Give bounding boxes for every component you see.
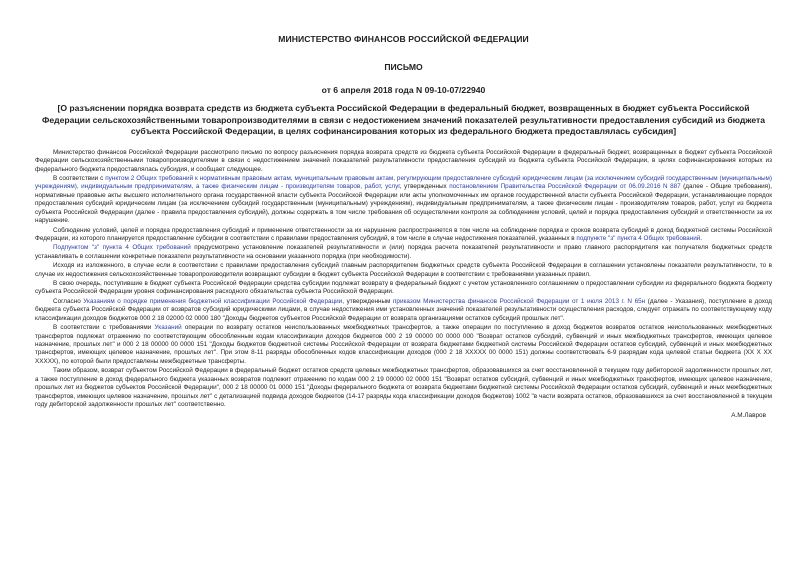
paragraph-7-text-c: (далее - Указания), поступление в доход бюджета субъекта Российской Федерации от возвратов субсидий юридическими лицами, в случае недостижения ими установленных значений показателей результативности осуществления расходов, следует отражать по соответствующему коду классификации доходов бюджетов 000 2 18 02000 02 0000 180 "Доходы бюджетов субъектов Российской Федерации от возврата организациями остатков субсидий прошлых лет". xyxy=(35,297,772,322)
paragraph-5: Исходя из изложенного, в случае если в соответствии с правилами предоставления субсидий главным распорядителем бюджетных средств субъекта Российской Федерации в соглашении установлены показатели результативности, то в случае их недостижения сельскохозяйственные товаропроизводители возвращают субсидии в бюджет субъекта Российской Федерации в соответствии с требованиями указанных правил. xyxy=(35,262,772,278)
paragraph-2-text-c: (далее - Общие требования), нормативные правовые акты высшего исполнительного органа государственной власти субъекта Российской Федерации или акты уполномоченных им органов государственной власти субъекта Российской Федерации, устанавливающие порядок предоставления субсидий юридическим лицам (за исключением субсидий государственным (муниципальным) учреждениям), индивидуальным предпринимателям, а также физическим лицам - производителям товаров, работ, услуг из бюджета субъекта Российской Федерации (далее - правила предоставления субсидий), должны содержать в том числе требования об осуществлении контроля за соблюдением условий, целей и порядка предоставления субсидий и ответственности за их нарушение. xyxy=(35,183,772,225)
paragraph-8 xyxy=(35,324,772,366)
paragraph-2 xyxy=(35,175,772,226)
link-budget-classification-instructions[interactable]: Указаниям о порядке применения бюджетной классификации Российской Федерации xyxy=(83,297,343,305)
paragraph-7-text-a: Согласно xyxy=(53,297,84,305)
link-subpoint-z-point-4[interactable]: подпункте "з" пункта 4 Общих требований xyxy=(576,235,701,243)
paragraph-3 xyxy=(35,227,772,244)
paragraph-8-text-b: операции по возврату остатков неиспользованных межбюджетных трансфертов, а также операции по поступлению в доход бюджетов возвратов остатков неиспользованных межбюджетных трансфертов подлежат отражению по соответствующим обособленным кодам классификации доходов бюджетов 000 2 19 00000 00 0000 000 "Возврат остатков субсидий, субвенций и иных межбюджетных трансфертов, имеющих целевое назначение, прошлых лет" и 000 2 18 00000 00 0000 151 "Доходы бюджетов бюджетной системы Российской Федерации от возврата бюджетами бюджетной системы Российской Федерации остатков субсидий, субвенций и иных межбюджетных трансфертов, имеющих целевое назначение, прошлых лет". При этом 8-11 разряды обособленных кодов классификации доходов (000 2 18 XXXXX 00 0000 151) должны соответствовать 6-9 разрядам кода целевой статьи бюджета (XX X XX XXXXX), по которой были предоставлены межбюджетные трансферты. xyxy=(35,324,772,365)
ministry-title: МИНИСТЕРСТВО ФИНАНСОВ РОССИЙСКОЙ ФЕДЕРАЦИИ xyxy=(278,34,529,44)
document-date-number: от 6 апреля 2018 года N 09-10-07/22940 xyxy=(321,85,486,95)
paragraph-4-text: предусмотрено установление показателей результативности и (или) порядка расчета показателей результативности и право главного распорядителя как получателя бюджетных средств устанавливать в соглашении конкретные показатели результативности на основании указанного порядка (при необходимости). xyxy=(35,244,773,260)
paragraph-7-text-b: , утвержденным xyxy=(342,297,393,305)
paragraph-7 xyxy=(35,298,772,323)
paragraph-8-text-a: В соответствии с требованиями xyxy=(53,324,155,332)
paragraph-2-text-a: В соответствии с xyxy=(53,175,106,183)
link-general-requirements-point-2[interactable]: пунктом 2 Общих требований к нормативным правовым актам, муниципальным правовым актам, регулирующим предоставление субсидий юридическим лицам (за исключением субсидий государственным (муниципальным) учреждениям), индивидуальным предпринимателям, а также физическим лицам - производителям товаров, работ, услуг xyxy=(35,175,772,191)
link-subpoint-z-point-4-start[interactable]: Подпунктом "з" пункта 4 Общих требований xyxy=(53,244,191,252)
signature: А.М.Лавров xyxy=(731,411,766,419)
paragraph-1: Министерство финансов Российской Федерации рассмотрело письмо по вопросу разъяснения порядка возврата средств из бюджета субъекта Российской Федерации в федеральный бюджет, возвращенных в бюджет субъекта Российской Федерации сельскохозяйственными товаропроизводителями в связи с недостижением значений показателей результативности предоставления субсидий из бюджета субъекта Российской Федерации, в целях софинансирования которых из федерального бюджета предоставлялась субсидия, и сообщает следующее. xyxy=(35,148,772,173)
link-minfin-order-65n[interactable]: приказом Министерства финансов Российской Федерации от 1 июля 2013 г. N 65н xyxy=(393,297,646,305)
paragraph-4 xyxy=(35,244,772,261)
paragraph-2-text-b: , утвержденных xyxy=(399,183,450,191)
paragraph-3-text-b: . xyxy=(700,235,703,243)
paragraph-3-text-a: Соблюдение условий, целей и порядка предоставления субсидий и применение ответственности за их нарушение распространяется в том числе на соблюдение порядка и сроков возврата субсидий в доход бюджетной системы Российской Федерации, из которого планируется предоставление субсидии в соответствии с правилами предоставления субсидий, в том числе в случае недостижения показателей, указанных в xyxy=(35,226,772,243)
link-government-decree-887[interactable]: постановлением Правительства Российской Федерации от 06.09.2016 N 887 xyxy=(449,183,681,191)
document-type: ПИСЬМО xyxy=(384,62,423,72)
paragraph-6: В свою очередь, поступившие в бюджет субъекта Российской Федерации средства субсидии подлежат возврату в федеральный бюджет с учетом установленного соглашением о предоставлении субсидии из федерального бюджета бюджету субъекта Российской Федерации уровня софинансирования расходного обязательства субъекта Российской Федерации. xyxy=(35,280,772,296)
paragraph-9: Таким образом, возврат субъектом Российской Федерации в федеральный бюджет остатков средств целевых межбюджетных трансфертов, образовавшихся за счет восстановленной в текущем году дебиторской задолженности прошлых лет, а также поступление в доход федерального бюджета указанных возвратов подлежит отражению по кодам 000 2 19 00000 02 0000 151 "Возврат остатков субсидий, субвенций и иных межбюджетных трансфертов, имеющих целевое назначение, прошлых лет из бюджетов субъектов Российской Федерации", 000 2 18 00000 01 0000 151 "Доходы федерального бюджета от возврата бюджетами бюджетной системы Российской Федерации остатков субсидий, субвенций и иных межбюджетных трансфертов, имеющих целевое назначение, прошлых лет" с детализацией подвида доходов бюджетов (14-17 разряды кода классификации доходов бюджетов) 1002 "в части возврата остатков, образовавшихся за счет восстановленной в текущем году дебиторской задолженности прошлых лет" соответственно. xyxy=(35,367,772,409)
link-instructions[interactable]: Указаний xyxy=(154,324,182,332)
document-subject: [О разъяснении порядка возврата средств из бюджета субъекта Российской Федерации в федеральный бюджет, возвращенных в бюджет субъекта Российской Федерации сельскохозяйственными товаропроизводителями в связи с недостижением значений показателей результативности предоставления субсидий из бюджета субъекта Российской Федерации, в целях софинансирования которых из федерального бюджета предоставлялась субсидия] xyxy=(42,103,765,137)
